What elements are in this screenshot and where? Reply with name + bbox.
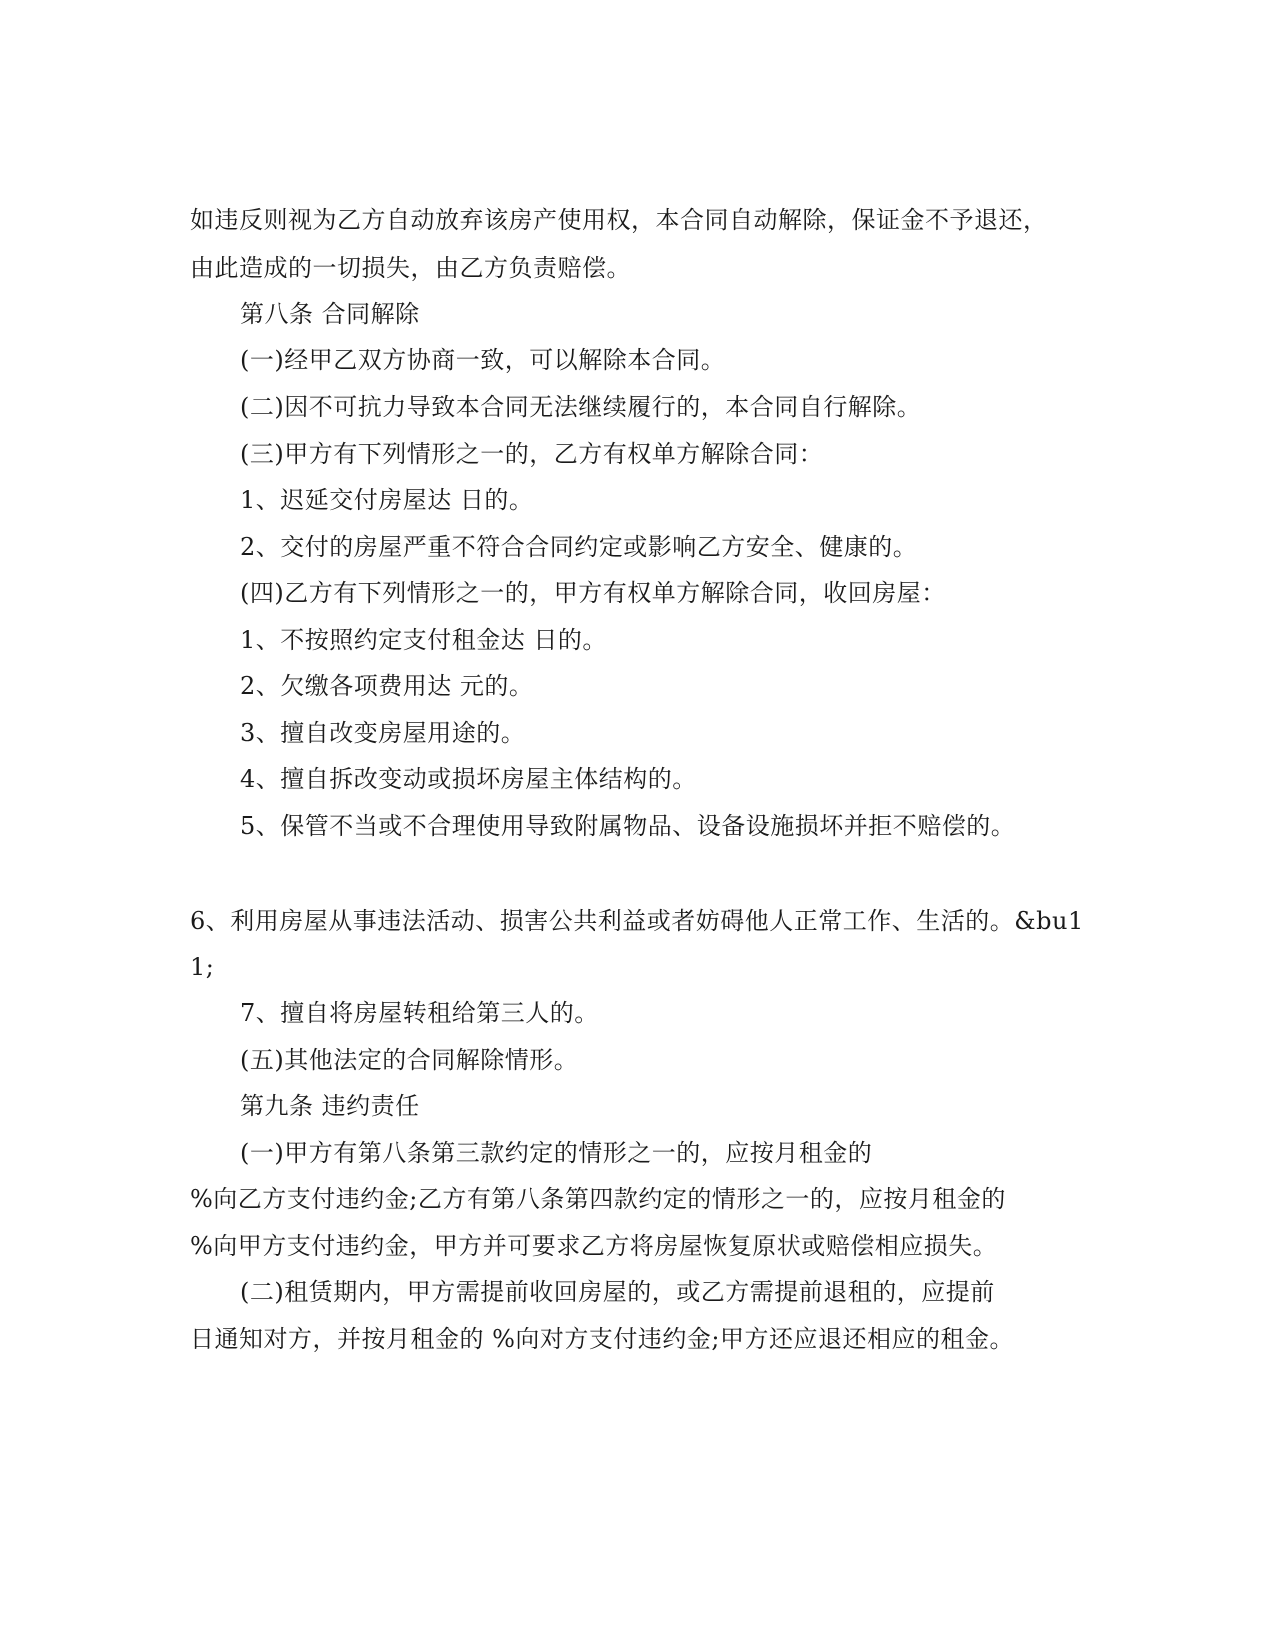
text-line: (三)甲方有下列情形之一的，乙方有权单方解除合同： xyxy=(240,440,824,468)
text-line: %向甲方支付违约金，甲方并可要求乙方将房屋恢复原状或赔偿相应损失。 xyxy=(190,1232,998,1260)
text-line: (二)因不可抗力导致本合同无法继续履行的，本合同自行解除。 xyxy=(240,393,922,421)
text-line: 日通知对方，并按月租金的 %向对方支付违约金;甲方还应退还相应的租金。 xyxy=(190,1325,1015,1353)
text-line: %向乙方支付违约金;乙方有第八条第四款约定的情形之一的，应按月租金的 xyxy=(190,1185,1006,1213)
text-line: 1; xyxy=(190,953,215,981)
text-line: 7、擅自将房屋转租给第三人的。 xyxy=(240,999,599,1027)
section-heading: 第九条 违约责任 xyxy=(240,1092,420,1120)
text-line: (四)乙方有下列情形之一的，甲方有权单方解除合同，收回房屋： xyxy=(240,579,946,607)
text-line: 如违反则视为乙方自动放弃该房产使用权，本合同自动解除，保证金不予退还， xyxy=(190,206,1048,234)
text-line: 2、交付的房屋严重不符合合同约定或影响乙方安全、健康的。 xyxy=(240,533,918,561)
text-line: 6、利用房屋从事违法活动、损害公共利益或者妨碍他人正常工作、生活的。&bu1 xyxy=(190,907,1084,935)
text-line: 4、擅自拆改变动或损坏房屋主体结构的。 xyxy=(240,765,697,793)
section-heading: 第八条 合同解除 xyxy=(240,300,420,328)
text-line: 5、保管不当或不合理使用导致附属物品、设备设施损坏并拒不赔偿的。 xyxy=(240,812,1016,840)
text-line: (一)经甲乙双方协商一致，可以解除本合同。 xyxy=(240,346,726,374)
text-line: 1、不按照约定支付租金达 日的。 xyxy=(240,626,607,654)
text-line: 2、欠缴各项费用达 元的。 xyxy=(240,672,534,700)
text-line: 由此造成的一切损失，由乙方负责赔偿。 xyxy=(190,254,631,282)
text-line: (五)其他法定的合同解除情形。 xyxy=(240,1046,579,1074)
text-line: 3、擅自改变房屋用途的。 xyxy=(240,719,526,747)
text-line: (二)租赁期内，甲方需提前收回房屋的，或乙方需提前退租的，应提前 xyxy=(240,1278,995,1306)
text-line: (一)甲方有第八条第三款约定的情形之一的，应按月租金的 xyxy=(240,1139,873,1167)
text-line: 1、迟延交付房屋达 日的。 xyxy=(240,486,534,514)
